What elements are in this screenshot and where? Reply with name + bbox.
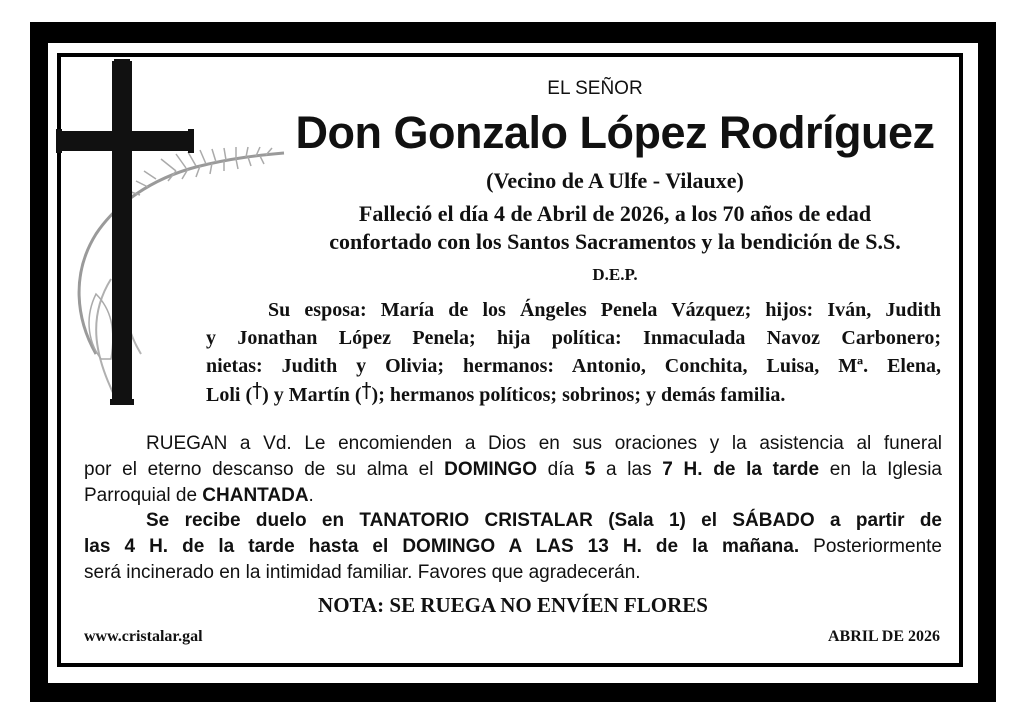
funeral-place: CHANTADA	[202, 485, 309, 506]
family-line-4b: ) y Martín (	[262, 384, 362, 406]
funeral-day: DOMINGO	[444, 459, 537, 480]
duelo-text-bold: las 4 H. de la tarde hasta el DOMINGO A LAS 13 H. de la mañana.	[84, 536, 800, 557]
ruegan-line-3	[84, 483, 942, 509]
duelo-line-2	[84, 534, 942, 560]
ruegan-line-1: RUEGAN a Vd. Le encomienden a Dios en sus oraciones y la asistencia al funeral	[146, 433, 942, 454]
residence: (Vecino de A Ulfe - Vilauxe)	[486, 168, 744, 193]
ruegan-text: Parroquial de	[84, 485, 203, 506]
website: www.cristalar.gal	[84, 628, 203, 645]
family-line-4	[206, 380, 941, 409]
title-prefix: EL SEÑOR	[547, 78, 643, 99]
deceased-name: Don Gonzalo López Rodríguez	[295, 107, 935, 158]
funeral-time: 7 H. de la tarde	[662, 459, 820, 480]
ruegan-text: por el eterno descanso de su alma el	[84, 459, 445, 480]
family-line-4a: Loli (	[206, 384, 253, 406]
family-line-2: y Jonathan López Penela; hija política: Inmaculada Navoz Carbonero;	[206, 327, 941, 349]
ruegan-text: .	[308, 485, 314, 506]
death-line-2: confortado con los Santos Sacramentos y la bendición de S.S.	[329, 229, 901, 254]
duelo-text: Posteriormente	[799, 536, 942, 557]
family-list	[206, 296, 941, 409]
family-line-3: nietas: Judith y Olivia; hermanos: Antonio, Conchita, Luisa, Mª. Elena,	[206, 355, 941, 377]
mourning-info	[84, 508, 942, 586]
note: NOTA: SE RUEGA NO ENVÍEN FLORES	[318, 593, 708, 617]
duelo-line-1	[84, 508, 942, 534]
dep-label: D.E.P.	[592, 265, 638, 284]
dagger-icon: †	[252, 378, 263, 402]
publication-date: ABRIL DE 2026	[827, 628, 940, 645]
duelo-text-bold: Se recibe duelo en TANATORIO CRISTALAR (Sala 1) el SÁBADO a partir de	[146, 510, 942, 531]
funeral-date: 5	[584, 459, 596, 480]
funeral-request	[84, 431, 942, 509]
death-line-1: Falleció el día 4 de Abril de 2026, a los 70 años de edad	[358, 201, 872, 226]
ruegan-text: a las	[595, 459, 663, 480]
family-line-4c: ); hermanos políticos; sobrinos; y demás familia.	[371, 384, 786, 406]
ruegan-text: día	[537, 459, 585, 480]
ruegan-line-2	[84, 457, 942, 483]
duelo-line-3: será incinerado en la intimidad familiar. Favores que agradecerán.	[84, 562, 641, 583]
death-info	[270, 200, 960, 256]
family-line-1: Su esposa: María de los Ángeles Penela Vázquez; hijos: Iván, Judith	[268, 299, 941, 321]
ruegan-text: en la Iglesia	[819, 459, 942, 480]
dagger-icon: †	[361, 378, 372, 402]
